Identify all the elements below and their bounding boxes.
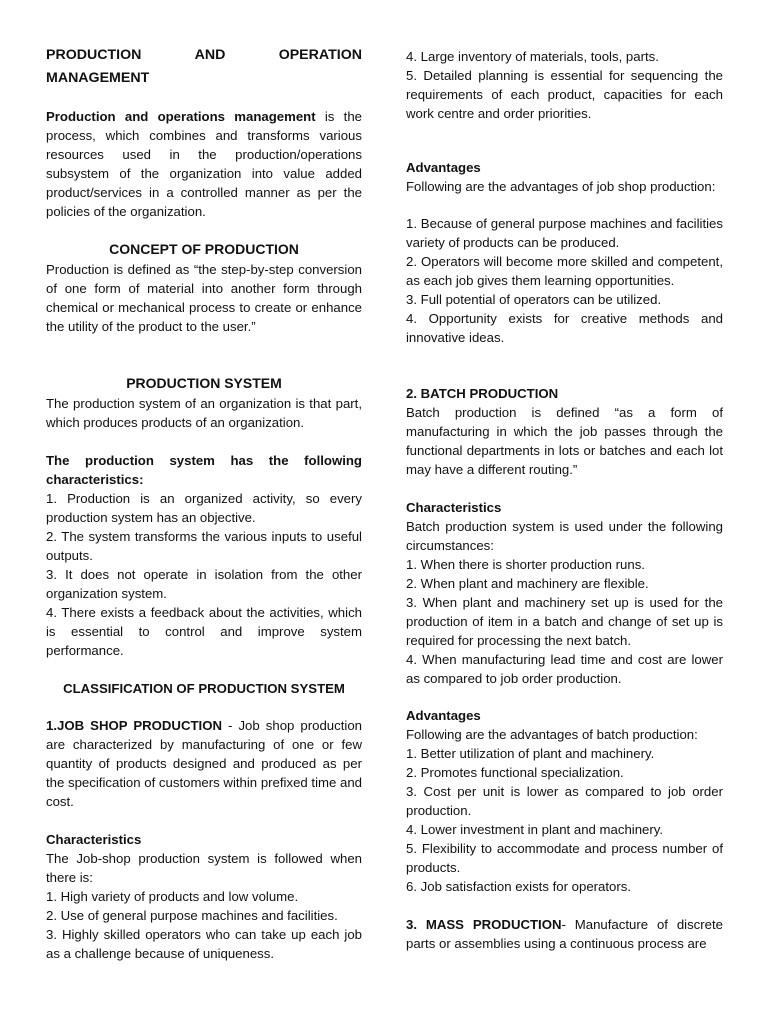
job-shop-characteristics-continued <box>406 47 723 123</box>
characteristics-list <box>46 489 362 660</box>
list-item: 4. Opportunity exists for creative methods and innovative ideas. <box>406 311 723 345</box>
batch-characteristics-list <box>406 555 723 688</box>
list-item: 4. When manufacturing lead time and cost are lower as compared to job order production. <box>406 652 723 686</box>
title-word-operation: OPERATION <box>278 47 362 63</box>
production-system-heading: PRODUCTION SYSTEM <box>126 375 282 391</box>
batch-production-paragraph: Batch production is defined “as a form of manufacturing in which the job passes through the functional departments in lots or batches and each lot may have a different routing.” <box>406 405 723 477</box>
concept-paragraph: Production is defined as “the step-by-step conversion of one form of material into another form through chemical or mechanical process to create or enhance the utility of the product to the user.” <box>46 262 362 334</box>
title-word-production: PRODUCTION <box>46 47 142 63</box>
batch-advantages-heading: Advantages <box>406 708 481 723</box>
list-item: 4. Large inventory of materials, tools, parts. <box>406 49 659 64</box>
characteristics-heading: The production system has the following characteristics: <box>46 453 362 487</box>
job-shop-characteristics-intro: The Job-shop production system is followed when there is: <box>46 851 362 885</box>
list-item: 6. Job satisfaction exists for operators. <box>406 879 632 894</box>
batch-characteristics-heading: Characteristics <box>406 500 502 515</box>
job-shop-advantages-heading: Advantages <box>406 160 481 175</box>
title-line-2: MANAGEMENT <box>46 70 150 86</box>
list-item: 3. It does not operate in isolation from the other organization system. <box>46 567 362 601</box>
list-item: 4. There exists a feedback about the activities, which is essential to control and improve system performance. <box>46 605 362 658</box>
list-item: 2. Use of general purpose machines and facilities. <box>46 908 338 923</box>
classification-heading: CLASSIFICATION OF PRODUCTION SYSTEM <box>63 681 345 696</box>
mass-production-heading: 3. MASS PRODUCTION <box>406 917 562 932</box>
batch-advantages-intro: Following are the advantages of batch production: <box>406 727 698 742</box>
job-shop-advantages-list <box>406 214 723 347</box>
document-title <box>46 46 362 88</box>
job-shop-advantages-intro: Following are the advantages of job shop production: <box>406 179 716 194</box>
list-item: 2. Promotes functional specialization. <box>406 765 624 780</box>
list-item: 3. Highly skilled operators who can take up each job as a challenge because of uniqueness. <box>46 927 362 961</box>
job-shop-characteristics-heading: Characteristics <box>46 832 142 847</box>
list-item: 1. When there is shorter production runs. <box>406 557 645 572</box>
list-item: 5. Flexibility to accommodate and process number of products. <box>406 841 723 875</box>
list-item: 3. Full potential of operators can be utilized. <box>406 292 662 307</box>
title-line-1 <box>46 46 362 65</box>
production-system-paragraph: The production system of an organization is that part, which produces products of an organization. <box>46 396 362 430</box>
list-item: 4. Lower investment in plant and machinery. <box>406 822 664 837</box>
batch-advantages-list <box>406 744 723 896</box>
batch-production-heading: 2. BATCH PRODUCTION <box>406 386 559 401</box>
list-item: 2. The system transforms the various inputs to useful outputs. <box>46 529 362 563</box>
job-shop-text: - Job shop production are characterized by manufacturing of one or few quantity of products designed and produced as per the specification of customers within prefixed time and cost. <box>46 718 362 809</box>
job-shop-characteristics-list <box>46 887 362 963</box>
list-item: 3. Cost per unit is lower as compared to job order production. <box>406 784 723 818</box>
list-item: 2. When plant and machinery are flexible. <box>406 576 649 591</box>
job-shop-paragraph <box>46 716 362 811</box>
list-item: 1. Better utilization of plant and machinery. <box>406 746 655 761</box>
list-item: 1. Production is an organized activity, so every production system has an objective. <box>46 491 362 525</box>
list-item: 3. When plant and machinery set up is used for the production of item in a batch and change of set up is required for processing the next batch. <box>406 595 723 648</box>
mass-production-text: - Manufacture of discrete parts or assemblies using a continuous process are <box>406 917 723 951</box>
intro-paragraph <box>46 107 362 221</box>
mass-production-paragraph <box>406 915 723 953</box>
title-word-and: AND <box>194 47 226 63</box>
intro-bold-term: Production and operations management <box>46 109 316 124</box>
list-item: 1. High variety of products and low volume. <box>46 889 299 904</box>
list-item: 5. Detailed planning is essential for sequencing the requirements of each product, capacities for each work centre and order priorities. <box>406 68 723 121</box>
concept-heading: CONCEPT OF PRODUCTION <box>109 241 299 257</box>
list-item: 2. Operators will become more skilled and competent, as each job gives them learning opportunities. <box>406 254 723 288</box>
batch-characteristics-intro: Batch production system is used under the following circumstances: <box>406 519 723 553</box>
job-shop-heading: 1.JOB SHOP PRODUCTION <box>46 718 222 733</box>
list-item: 1. Because of general purpose machines and facilities variety of products can be produced. <box>406 216 723 250</box>
intro-text: is the process, which combines and transforms various resources used in the production/operations subsystem of the organization into value added product/services in a controlled manner as per the policies of the organization. <box>46 109 362 219</box>
